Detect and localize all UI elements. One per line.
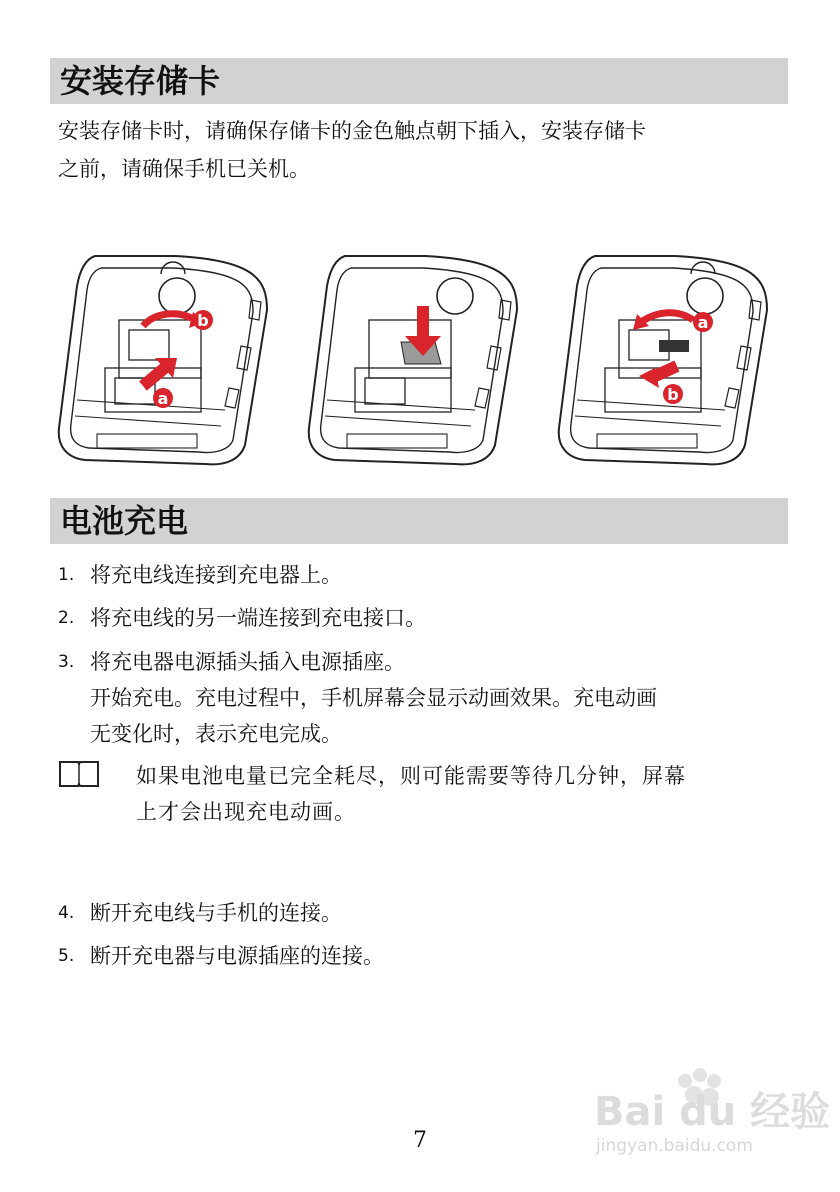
section-title-install-card: 安装存储卡	[50, 58, 788, 104]
figure-lock-card	[555, 250, 775, 472]
note-line-1: 如果电池电量已完全耗尽，则可能需要等待几分钟，屏幕	[136, 764, 686, 788]
figure-insert-card	[305, 250, 525, 472]
step-detail-line-1: 开始充电。充电过程中，手机屏幕会显示动画效果。充电动画	[90, 686, 657, 710]
label-b: b	[667, 385, 679, 404]
step-text: 将充电线连接到充电器上。	[90, 563, 342, 587]
step-number: 3.	[58, 652, 75, 672]
step-text: 将充电线的另一端连接到充电接口。	[90, 606, 426, 630]
install-card-paragraph-line-1: 安装存储卡时，请确保存储卡的金色触点朝下插入，安装存储卡	[58, 119, 646, 143]
step-text: 断开充电器与电源插座的连接。	[90, 944, 384, 968]
step-number: 4.	[58, 903, 75, 923]
step-detail-line-2: 无变化时，表示充电完成。	[90, 722, 342, 746]
figure-remove-card-cover	[55, 250, 275, 472]
step-text: 断开充电线与手机的连接。	[90, 901, 342, 925]
step-number: 1.	[58, 565, 75, 585]
note-book-icon	[58, 760, 100, 788]
step-number: 2.	[58, 608, 75, 628]
watermark-brand: Bai du 经验	[594, 1089, 831, 1135]
label-a: a	[157, 389, 169, 408]
page-number: 7	[413, 1128, 427, 1153]
section-title-battery-charge: 电池充电	[50, 498, 788, 544]
step-text: 将充电器电源插头插入电源插座。	[90, 650, 405, 674]
step-number: 5.	[58, 946, 75, 966]
watermark-url: jingyan.baidu.com	[596, 1136, 753, 1156]
install-card-paragraph-line-2: 之前，请确保手机已关机。	[58, 157, 310, 181]
note-line-2: 上才会出现充电动画。	[136, 800, 356, 824]
label-a: a	[697, 313, 709, 332]
label-b: b	[197, 311, 209, 330]
